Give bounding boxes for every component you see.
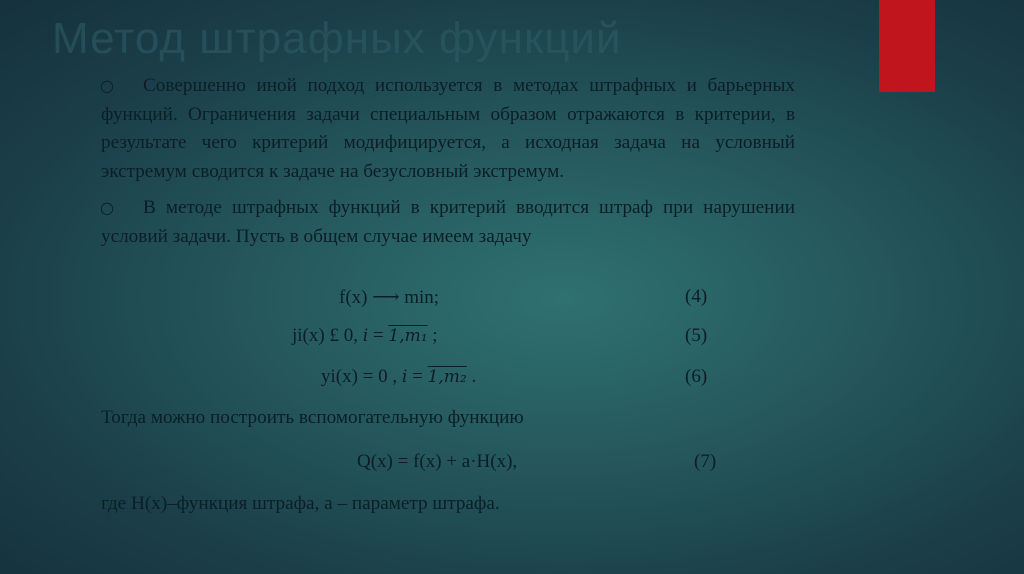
- equation-4: f(x) ⟶ min;: [339, 287, 440, 308]
- equation-7-number: (7): [694, 451, 717, 472]
- bullet-icon: ○: [100, 198, 114, 217]
- bullet-paragraph-1: [101, 72, 795, 186]
- accent-bar: [879, 0, 935, 92]
- slide-content: [101, 72, 795, 251]
- bullet-text-1: Совершенно иной подход используется в методах штрафных и барьерных функций. Ограничения задачи специальным образом отражаются в критерии, в результате чего критерий модифицируется, а исходная задача на условный экстремум сводится к задаче на безусловный экстремум.: [101, 75, 795, 182]
- equation-4-number: (4): [685, 286, 708, 307]
- footer-text: где H(x)–функция штрафа, а – параметр штрафа.: [101, 493, 500, 514]
- bullet-paragraph-2: [101, 194, 795, 251]
- equation-5: ji(x) £ 0, i = 1,m₁ ;: [292, 325, 438, 346]
- then-text: Тогда можно построить вспомогательную функцию: [101, 407, 524, 428]
- equation-6: yi(x) = 0 , i = 1,m₂ .: [321, 366, 477, 387]
- equation-7: Q(x) = f(x) + a·H(x),: [357, 451, 518, 472]
- slide-title: Метод штрафных функций: [52, 14, 622, 63]
- equation-6-number: (6): [685, 366, 708, 387]
- bullet-text-2: В методе штрафных функций в критерий вводится штраф при нарушении условий задачи. Пусть в общем случае имеем задачу: [101, 197, 795, 247]
- bullet-icon: ○: [100, 76, 114, 95]
- equation-5-number: (5): [685, 325, 708, 346]
